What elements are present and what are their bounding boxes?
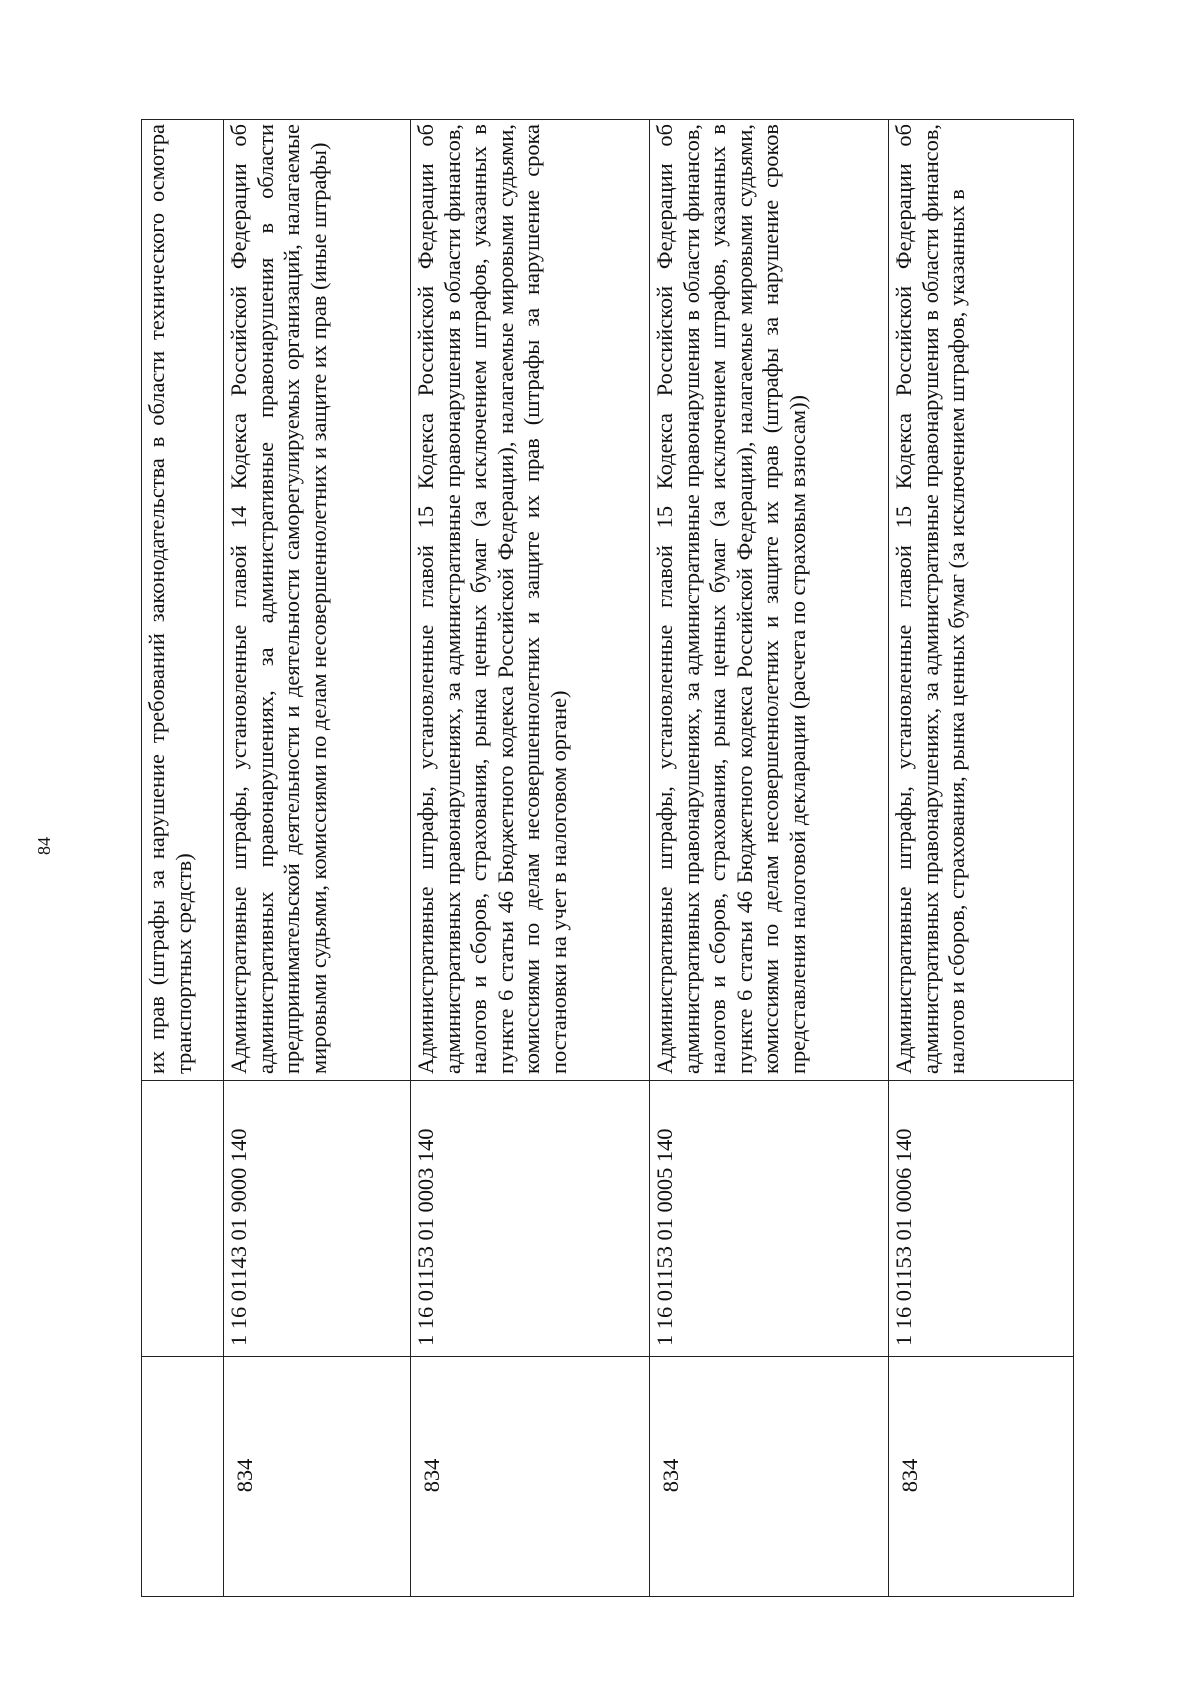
- kbk-cell: 1 16 01143 01 9000 140: [224, 1081, 411, 1357]
- kbk-cell: 1 16 01153 01 0005 140: [650, 1081, 889, 1357]
- admin-code-cell: 834: [411, 1357, 650, 1597]
- admin-code-cell: 834: [650, 1357, 889, 1597]
- description-cell: Административные штрафы, установленные главой 15 Кодекса Российской Федерации об административных правонарушениях, за административные правонарушения в области финансов, налогов и сборов, страхования, рынка ценных бумаг (за исключением штрафов, указанных в пункте 6 статьи 46 Бюджетного кодекса Российской Федерации), налагаемые мировыми судьями, комиссиями по делам несовершеннолетних и защите их прав (штрафы за нарушение сроков представления налоговой декларации (расчета по страховым взносам)): [650, 120, 889, 1081]
- budget-codes-table: [141, 119, 1074, 1597]
- page-number: 84: [34, 837, 54, 855]
- table-container: [141, 120, 1073, 1597]
- admin-code-cell: 834: [889, 1357, 1074, 1597]
- table-row: [224, 120, 411, 1597]
- table-row: [650, 120, 889, 1597]
- description-cell: их прав (штрафы за нарушение требований законодательства в области технического осмотра транспортных средств): [142, 120, 224, 1081]
- table-row: [142, 120, 224, 1597]
- description-cell: Административные штрафы, установленные главой 15 Кодекса Российской Федерации об административных правонарушениях, за административные правонарушения в области финансов, налогов и сборов, страхования, рынка ценных бумаг (за исключением штрафов, указанных в: [889, 120, 1074, 1081]
- description-cell: Административные штрафы, установленные главой 14 Кодекса Российской Федерации об административных правонарушениях, за административные правонарушения в области предпринимательской деятельности и деятельности саморегулируемых организаций, налагаемые мировыми судьями, комиссиями по делам несовершеннолетних и защите их прав (иные штрафы): [224, 120, 411, 1081]
- description-cell: Административные штрафы, установленные главой 15 Кодекса Российской Федерации об административных правонарушениях, за административные правонарушения в области финансов, налогов и сборов, страхования, рынка ценных бумаг (за исключением штрафов, указанных в пункте 6 статьи 46 Бюджетного кодекса Российской Федерации), налагаемые мировыми судьями, комиссиями по делам несовершеннолетних и защите их прав (штрафы за нарушение срока постановки на учет в налоговом органе): [411, 120, 650, 1081]
- kbk-cell: 1 16 01153 01 0003 140: [411, 1081, 650, 1357]
- table-row: [411, 120, 650, 1597]
- admin-code-cell: 834: [224, 1357, 411, 1597]
- kbk-cell: [142, 1081, 224, 1357]
- admin-code-cell: [142, 1357, 224, 1597]
- table-row: [889, 120, 1074, 1597]
- kbk-cell: 1 16 01153 01 0006 140: [889, 1081, 1074, 1357]
